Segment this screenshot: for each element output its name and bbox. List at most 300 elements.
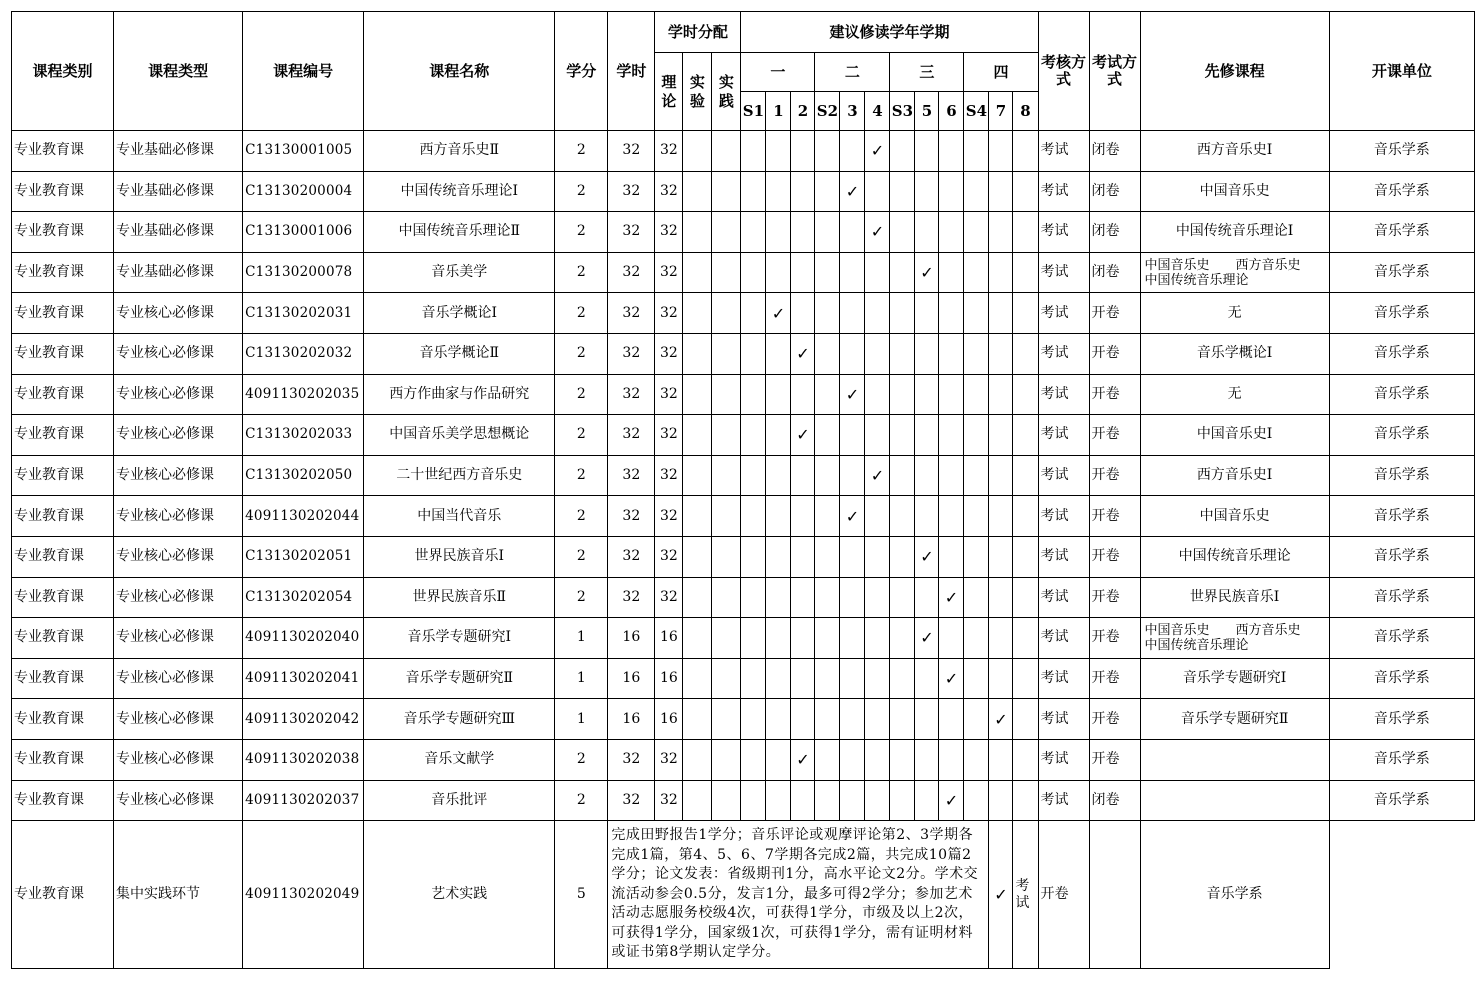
cell-practice — [712, 658, 741, 699]
semester-cell — [989, 496, 1013, 537]
table-row — [12, 780, 1475, 821]
cell-prereq: 中国传统音乐理论Ⅰ — [1140, 212, 1329, 253]
header-name: 课程名称 — [364, 12, 555, 131]
semester-cell — [840, 333, 865, 374]
semester-cell — [915, 577, 939, 618]
semester-check-cell: ✓ — [865, 131, 890, 172]
cell-dept: 音乐学系 — [1329, 780, 1474, 821]
semester-cell — [791, 658, 815, 699]
semester-cell — [890, 293, 915, 334]
header-semester: 4 — [865, 92, 890, 131]
semester-cell — [1013, 171, 1038, 212]
semester-cell — [989, 252, 1013, 293]
cell-exam-type: 闭卷 — [1089, 212, 1140, 253]
semester-cell — [964, 536, 989, 577]
cell-theory: 16 — [655, 618, 683, 659]
semester-cell — [989, 374, 1013, 415]
cell-exam-method: 考试 — [1013, 821, 1038, 969]
cell-credit: 2 — [555, 739, 608, 780]
table-row — [12, 455, 1475, 496]
cell-dept: 音乐学系 — [1329, 739, 1474, 780]
semester-cell — [815, 496, 840, 537]
cell-prereq: 中国音乐史 西方音乐史 中国传统音乐理论 — [1140, 618, 1329, 659]
header-semester: S4 — [964, 92, 989, 131]
semester-cell — [791, 252, 815, 293]
cell-practice — [712, 699, 741, 740]
cell-dept: 音乐学系 — [1329, 577, 1474, 618]
semester-cell — [989, 739, 1013, 780]
cell-hours: 32 — [608, 293, 655, 334]
cell-type: 专业核心必修课 — [114, 333, 243, 374]
semester-cell — [989, 415, 1013, 456]
cell-prereq — [1140, 739, 1329, 780]
semester-check-cell: ✓ — [989, 821, 1013, 969]
semester-cell — [1013, 536, 1038, 577]
semester-cell — [815, 171, 840, 212]
cell-hours: 32 — [608, 536, 655, 577]
semester-cell — [840, 739, 865, 780]
cell-credit: 2 — [555, 577, 608, 618]
semester-cell — [939, 333, 964, 374]
cell-type: 专业核心必修课 — [114, 739, 243, 780]
cell-credit: 2 — [555, 415, 608, 456]
cell-hours: 32 — [608, 739, 655, 780]
semester-cell — [741, 577, 766, 618]
semester-cell — [890, 496, 915, 537]
header-experiment: 实验 — [683, 53, 712, 131]
semester-cell — [815, 293, 840, 334]
header-year-4: 四 — [964, 53, 1038, 92]
cell-practice — [712, 252, 741, 293]
cell-category: 专业教育课 — [12, 252, 114, 293]
semester-cell — [939, 739, 964, 780]
semester-cell — [1013, 212, 1038, 253]
semester-check-cell: ✓ — [939, 658, 964, 699]
semester-cell — [840, 536, 865, 577]
semester-cell — [766, 333, 791, 374]
semester-cell — [915, 780, 939, 821]
semester-cell — [766, 455, 791, 496]
cell-credit: 2 — [555, 455, 608, 496]
cell-exam-method: 考试 — [1038, 374, 1089, 415]
cell-name: 音乐学专题研究Ⅰ — [364, 618, 555, 659]
semester-cell — [865, 293, 890, 334]
cell-credit: 2 — [555, 212, 608, 253]
semester-cell — [1013, 577, 1038, 618]
cell-type: 专业核心必修课 — [114, 536, 243, 577]
cell-experiment — [683, 699, 712, 740]
cell-type: 专业核心必修课 — [114, 293, 243, 334]
semester-cell — [865, 536, 890, 577]
header-semester: 3 — [840, 92, 865, 131]
semester-cell — [939, 699, 964, 740]
cell-hours: 32 — [608, 212, 655, 253]
cell-practice — [712, 293, 741, 334]
cell-practice — [712, 374, 741, 415]
header-year-2: 二 — [815, 53, 890, 92]
cell-type: 专业基础必修课 — [114, 131, 243, 172]
semester-cell — [964, 333, 989, 374]
table-row — [12, 374, 1475, 415]
semester-cell — [1013, 496, 1038, 537]
cell-hours: 16 — [608, 658, 655, 699]
cell-practice — [712, 496, 741, 537]
semester-check-cell: ✓ — [939, 780, 964, 821]
header-semester: S1 — [741, 92, 766, 131]
cell-prereq: 音乐学专题研究Ⅱ — [1140, 699, 1329, 740]
semester-cell — [964, 252, 989, 293]
cell-prereq: 无 — [1140, 293, 1329, 334]
cell-hours: 32 — [608, 131, 655, 172]
cell-exam-method: 考试 — [1038, 577, 1089, 618]
cell-exam-method: 考试 — [1038, 252, 1089, 293]
cell-dept: 音乐学系 — [1329, 699, 1474, 740]
semester-cell — [989, 455, 1013, 496]
semester-cell — [939, 252, 964, 293]
cell-exam-type: 开卷 — [1089, 333, 1140, 374]
semester-cell — [865, 699, 890, 740]
cell-practice — [712, 577, 741, 618]
cell-category: 专业教育课 — [12, 333, 114, 374]
semester-cell — [791, 131, 815, 172]
semester-cell — [989, 171, 1013, 212]
cell-dept: 音乐学系 — [1329, 374, 1474, 415]
semester-check-cell: ✓ — [766, 293, 791, 334]
header-year-1: 一 — [741, 53, 815, 92]
cell-experiment — [683, 496, 712, 537]
semester-cell — [791, 293, 815, 334]
semester-cell — [741, 699, 766, 740]
semester-cell — [766, 131, 791, 172]
cell-type: 专业核心必修课 — [114, 496, 243, 537]
semester-cell — [865, 496, 890, 537]
semester-cell — [865, 252, 890, 293]
semester-cell — [939, 455, 964, 496]
table-row — [12, 293, 1475, 334]
semester-cell — [964, 780, 989, 821]
cell-code: C13130001006 — [243, 212, 364, 253]
semester-cell — [840, 577, 865, 618]
semester-cell — [815, 212, 840, 253]
cell-code: 4091130202040 — [243, 618, 364, 659]
semester-cell — [865, 577, 890, 618]
semester-cell — [865, 618, 890, 659]
semester-cell — [915, 739, 939, 780]
header-credit: 学分 — [555, 12, 608, 131]
header-exam-type: 考试方式 — [1089, 12, 1140, 131]
semester-cell — [741, 658, 766, 699]
cell-category: 专业教育课 — [12, 780, 114, 821]
semester-cell — [964, 374, 989, 415]
header-code: 课程编号 — [243, 12, 364, 131]
cell-hours: 32 — [608, 171, 655, 212]
cell-type: 专业核心必修课 — [114, 618, 243, 659]
cell-exam-type: 闭卷 — [1089, 252, 1140, 293]
cell-dept: 音乐学系 — [1329, 252, 1474, 293]
semester-cell — [964, 293, 989, 334]
cell-name: 音乐学专题研究Ⅲ — [364, 699, 555, 740]
cell-code: 4091130202035 — [243, 374, 364, 415]
table-row — [12, 252, 1475, 293]
semester-cell — [1013, 333, 1038, 374]
cell-exam-type: 开卷 — [1089, 618, 1140, 659]
semester-cell — [815, 577, 840, 618]
semester-cell — [1013, 374, 1038, 415]
cell-credit: 5 — [555, 821, 608, 969]
semester-cell — [741, 374, 766, 415]
cell-exam-type: 开卷 — [1089, 293, 1140, 334]
cell-experiment — [683, 374, 712, 415]
semester-cell — [815, 658, 840, 699]
cell-name: 音乐批评 — [364, 780, 555, 821]
semester-cell — [840, 293, 865, 334]
semester-cell — [915, 293, 939, 334]
semester-cell — [791, 455, 815, 496]
cell-hours: 32 — [608, 455, 655, 496]
cell-prereq: 中国音乐史 — [1140, 496, 1329, 537]
cell-category: 专业教育课 — [12, 739, 114, 780]
cell-exam-type: 开卷 — [1089, 415, 1140, 456]
cell-type: 专业核心必修课 — [114, 415, 243, 456]
cell-category: 专业教育课 — [12, 658, 114, 699]
semester-cell — [791, 536, 815, 577]
semester-cell — [741, 496, 766, 537]
semester-cell — [915, 212, 939, 253]
cell-name: 音乐学概论Ⅱ — [364, 333, 555, 374]
semester-check-cell: ✓ — [915, 536, 939, 577]
cell-exam-method: 考试 — [1038, 333, 1089, 374]
cell-type: 专业核心必修课 — [114, 780, 243, 821]
cell-dept: 音乐学系 — [1329, 455, 1474, 496]
semester-cell — [791, 171, 815, 212]
cell-exam-type: 开卷 — [1089, 577, 1140, 618]
semester-cell — [890, 658, 915, 699]
header-semester: 8 — [1013, 92, 1038, 131]
table-row — [12, 739, 1475, 780]
cell-hours: 16 — [608, 699, 655, 740]
cell-practice — [712, 212, 741, 253]
cell-exam-type: 开卷 — [1089, 374, 1140, 415]
cell-exam-method: 考试 — [1038, 739, 1089, 780]
cell-practice — [712, 739, 741, 780]
semester-cell — [1013, 658, 1038, 699]
semester-check-cell: ✓ — [840, 171, 865, 212]
header-prereq: 先修课程 — [1140, 12, 1329, 131]
cell-experiment — [683, 780, 712, 821]
cell-category: 专业教育课 — [12, 699, 114, 740]
cell-hours: 32 — [608, 496, 655, 537]
cell-name: 中国传统音乐理论Ⅰ — [364, 171, 555, 212]
header-exam-method: 考核方式 — [1038, 12, 1089, 131]
header-semester: S3 — [890, 92, 915, 131]
semester-cell — [741, 293, 766, 334]
semester-cell — [890, 577, 915, 618]
semester-cell — [741, 536, 766, 577]
semester-cell — [915, 699, 939, 740]
cell-category: 专业教育课 — [12, 496, 114, 537]
cell-category: 专业教育课 — [12, 577, 114, 618]
semester-cell — [766, 415, 791, 456]
semester-cell — [865, 739, 890, 780]
cell-experiment — [683, 212, 712, 253]
cell-code: C13130202050 — [243, 455, 364, 496]
cell-name: 世界民族音乐Ⅱ — [364, 577, 555, 618]
cell-prereq: 中国音乐史 — [1140, 171, 1329, 212]
cell-credit: 2 — [555, 252, 608, 293]
cell-code: 4091130202044 — [243, 496, 364, 537]
cell-name: 西方作曲家与作品研究 — [364, 374, 555, 415]
semester-cell — [915, 496, 939, 537]
cell-practice-description: 完成田野报告1学分；音乐评论或观摩评论第2、3学期各完成1篇，第4、5、6、7学期各完成2篇，共完成10篇2学分；论文发表：省级期刊1分，高水平论文2分。学术交流活动参会0.5分，发言1分，最多可得2学分；参加艺术活动志愿服务校级4次，可获得1学分，市级及以上2次，可获得1学分，国家级1次，可获得1学分，需有证明材料或证书第8学期认定学分。 — [608, 821, 989, 969]
semester-cell — [766, 536, 791, 577]
cell-exam-type: 开卷 — [1089, 739, 1140, 780]
semester-cell — [915, 415, 939, 456]
cell-practice — [712, 618, 741, 659]
cell-type: 专业基础必修课 — [114, 252, 243, 293]
header-semester: 2 — [791, 92, 815, 131]
cell-code: 4091130202038 — [243, 739, 364, 780]
header-theory: 理论 — [655, 53, 683, 131]
semester-cell — [815, 699, 840, 740]
cell-type: 集中实践环节 — [114, 821, 243, 969]
cell-name: 艺术实践 — [364, 821, 555, 969]
semester-cell — [791, 618, 815, 659]
semester-check-cell: ✓ — [915, 252, 939, 293]
semester-cell — [1013, 131, 1038, 172]
table-row — [12, 658, 1475, 699]
semester-cell — [791, 699, 815, 740]
cell-practice — [712, 131, 741, 172]
cell-hours: 32 — [608, 374, 655, 415]
semester-check-cell: ✓ — [791, 739, 815, 780]
semester-cell — [964, 699, 989, 740]
cell-experiment — [683, 739, 712, 780]
cell-name: 二十世纪西方音乐史 — [364, 455, 555, 496]
cell-type: 专业核心必修课 — [114, 455, 243, 496]
semester-cell — [915, 658, 939, 699]
table-row — [12, 171, 1475, 212]
cell-type: 专业核心必修课 — [114, 699, 243, 740]
cell-dept: 音乐学系 — [1329, 212, 1474, 253]
semester-cell — [890, 212, 915, 253]
cell-category: 专业教育课 — [12, 131, 114, 172]
cell-theory: 32 — [655, 131, 683, 172]
cell-category: 专业教育课 — [12, 374, 114, 415]
semester-cell — [766, 658, 791, 699]
cell-code: C13130200078 — [243, 252, 364, 293]
header-category: 课程类别 — [12, 12, 114, 131]
cell-credit: 1 — [555, 699, 608, 740]
semester-cell — [890, 739, 915, 780]
semester-cell — [989, 577, 1013, 618]
semester-check-cell: ✓ — [865, 455, 890, 496]
semester-cell — [791, 496, 815, 537]
semester-cell — [989, 618, 1013, 659]
semester-cell — [939, 618, 964, 659]
semester-cell — [791, 212, 815, 253]
table-row — [12, 577, 1475, 618]
semester-cell — [890, 455, 915, 496]
cell-name: 中国音乐美学思想概论 — [364, 415, 555, 456]
semester-cell — [815, 131, 840, 172]
header-semesters: 建议修读学年学期 — [741, 12, 1038, 53]
table-row — [12, 212, 1475, 253]
semester-cell — [815, 415, 840, 456]
cell-name: 中国当代音乐 — [364, 496, 555, 537]
cell-exam-method: 考试 — [1038, 618, 1089, 659]
semester-cell — [741, 171, 766, 212]
semester-cell — [989, 536, 1013, 577]
cell-code: C13130202051 — [243, 536, 364, 577]
semester-cell — [939, 171, 964, 212]
semester-cell — [939, 131, 964, 172]
semester-cell — [964, 455, 989, 496]
semester-cell — [815, 455, 840, 496]
header-practice: 实践 — [712, 53, 741, 131]
semester-cell — [865, 415, 890, 456]
header-semester: 6 — [939, 92, 964, 131]
cell-code: 4091130202049 — [243, 821, 364, 969]
header-semester: 5 — [915, 92, 939, 131]
semester-cell — [1013, 455, 1038, 496]
cell-practice — [712, 171, 741, 212]
semester-cell — [964, 496, 989, 537]
semester-cell — [840, 618, 865, 659]
semester-cell — [890, 618, 915, 659]
semester-cell — [741, 212, 766, 253]
semester-cell — [890, 171, 915, 212]
semester-cell — [964, 577, 989, 618]
cell-prereq: 西方音乐史Ⅰ — [1140, 131, 1329, 172]
semester-cell — [989, 658, 1013, 699]
header-semester: S2 — [815, 92, 840, 131]
cell-practice — [712, 780, 741, 821]
semester-check-cell: ✓ — [791, 333, 815, 374]
semester-cell — [741, 131, 766, 172]
table-row — [12, 333, 1475, 374]
semester-cell — [890, 131, 915, 172]
cell-experiment — [683, 415, 712, 456]
cell-type: 专业基础必修课 — [114, 212, 243, 253]
semester-cell — [840, 455, 865, 496]
cell-prereq: 无 — [1140, 374, 1329, 415]
cell-code: 4091130202037 — [243, 780, 364, 821]
cell-name: 音乐文献学 — [364, 739, 555, 780]
cell-prereq: 音乐学概论Ⅰ — [1140, 333, 1329, 374]
cell-type: 专业核心必修课 — [114, 658, 243, 699]
semester-cell — [939, 293, 964, 334]
cell-credit: 2 — [555, 780, 608, 821]
semester-cell — [865, 333, 890, 374]
semester-cell — [939, 536, 964, 577]
cell-dept: 音乐学系 — [1329, 415, 1474, 456]
header-year-3: 三 — [890, 53, 964, 92]
semester-cell — [890, 415, 915, 456]
cell-prereq: 中国音乐史Ⅰ — [1140, 415, 1329, 456]
semester-cell — [766, 618, 791, 659]
cell-practice — [712, 536, 741, 577]
cell-theory: 16 — [655, 699, 683, 740]
cell-prereq: 西方音乐史Ⅰ — [1140, 455, 1329, 496]
semester-cell — [815, 780, 840, 821]
header-hours: 学时 — [608, 12, 655, 131]
semester-cell — [890, 699, 915, 740]
semester-cell — [964, 618, 989, 659]
table-row — [12, 496, 1475, 537]
cell-exam-type: 开卷 — [1038, 821, 1089, 969]
cell-experiment — [683, 536, 712, 577]
cell-credit: 1 — [555, 618, 608, 659]
